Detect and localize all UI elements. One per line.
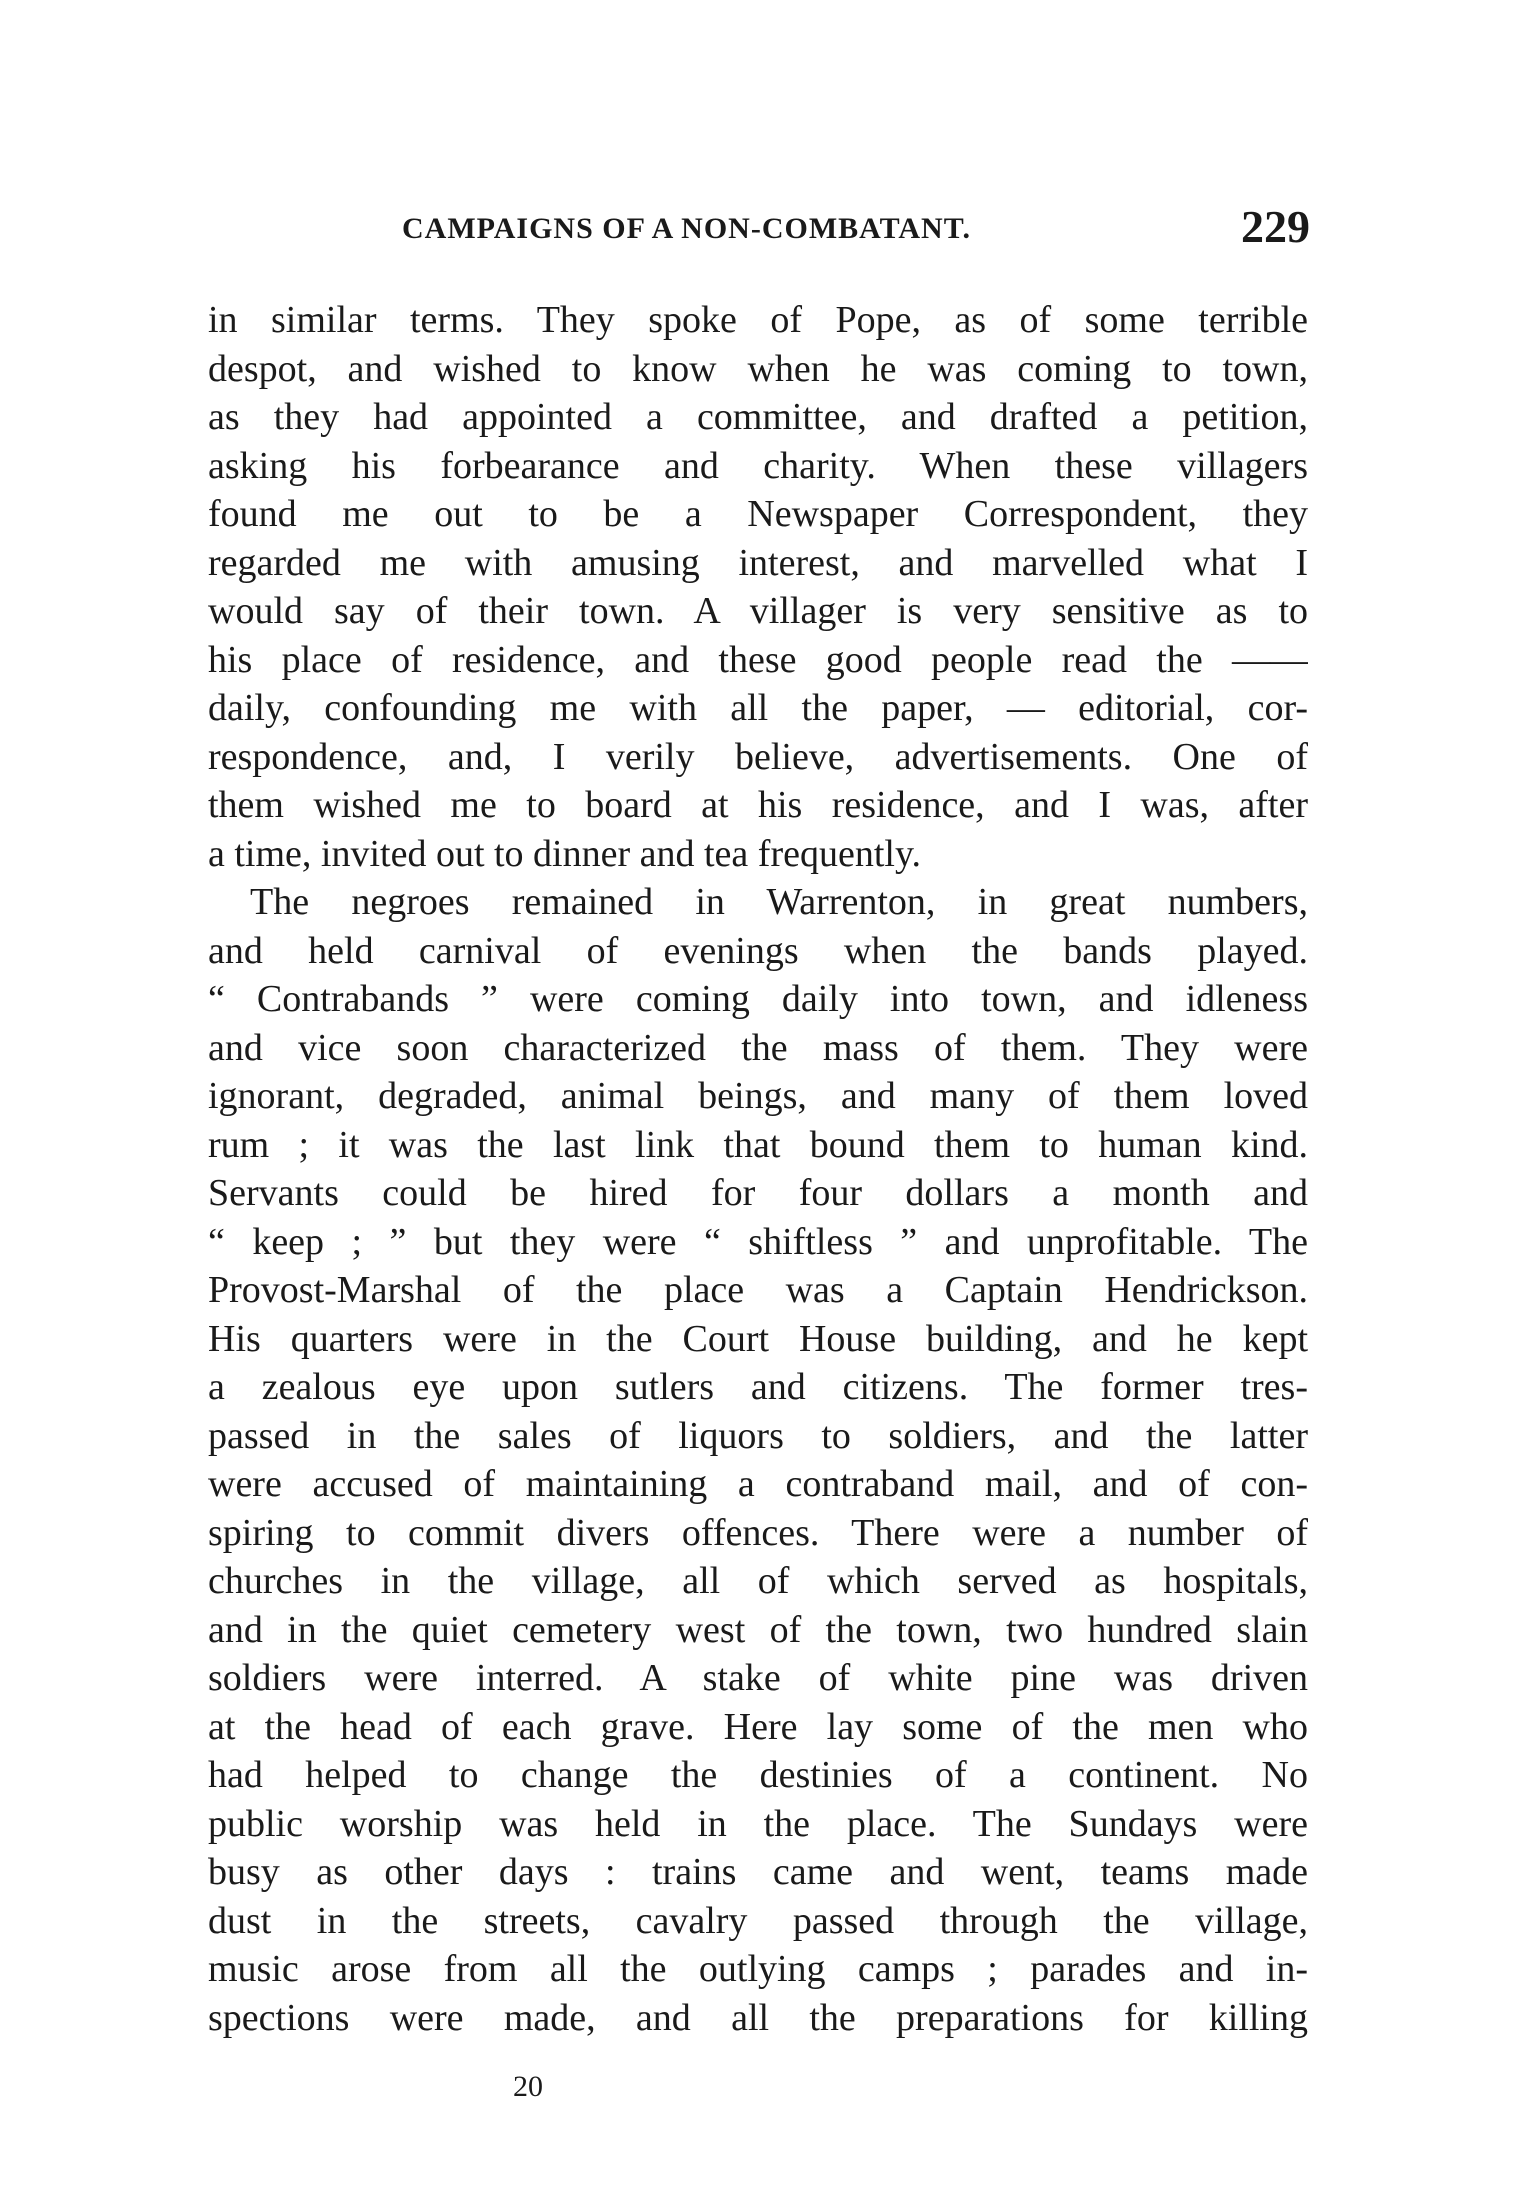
text-line: found me out to be a Newspaper Correspondent, they — [208, 493, 1308, 535]
text-line: his place of residence, and these good people read the —— — [208, 638, 1308, 681]
text-line: respondence, and, I verily believe, advertisements. One of — [208, 735, 1308, 778]
text-line: as they had appointed a committee, and drafted a petition, — [208, 396, 1308, 438]
text-line: had helped to change the destinies of a continent. No — [208, 1754, 1308, 1796]
text-line: His quarters were in the Court House building, and he kept — [208, 1317, 1308, 1360]
text-line: public worship was held in the place. The Sundays were — [208, 1802, 1308, 1845]
running-title: CAMPAIGNS OF A NON-COMBATANT. — [402, 212, 971, 245]
text-line: them wished me to board at his residence, and I was, after — [208, 784, 1308, 826]
body-text — [208, 296, 1308, 2042]
text-line: and in the quiet cemetery west of the town, two hundred slain — [208, 1608, 1308, 1651]
running-head — [212, 200, 1310, 260]
signature-mark: 20 — [513, 2070, 543, 2103]
text-line: were accused of maintaining a contraband mail, and of con- — [208, 1463, 1308, 1505]
text-line: soldiers were interred. A stake of white pine was driven — [208, 1657, 1308, 1699]
text-line: at the head of each grave. Here lay some of the men who — [208, 1705, 1308, 1748]
text-line: Provost-Marshal of the place was a Captain Hendrickson. — [208, 1269, 1308, 1311]
text-line: The negroes remained in Warrenton, in great numbers, — [250, 881, 1308, 923]
text-line: spections were made, and all the preparations for killing — [208, 1996, 1308, 2039]
text-line: rum ; it was the last link that bound them to human kind. — [208, 1123, 1308, 1166]
text-line: passed in the sales of liquors to soldiers, and the latter — [208, 1414, 1308, 1457]
text-line: and held carnival of evenings when the bands played. — [208, 929, 1308, 972]
text-line: busy as other days : trains came and went, teams made — [208, 1851, 1308, 1893]
text-line: music arose from all the outlying camps ; parades and in- — [208, 1948, 1308, 1990]
text-line: regarded me with amusing interest, and marvelled what I — [208, 541, 1308, 584]
text-line: a zealous eye upon sutlers and citizens. The former tres- — [208, 1366, 1308, 1408]
text-line: churches in the village, all of which served as hospitals, — [208, 1560, 1308, 1602]
text-line: spiring to commit divers offences. There were a number of — [208, 1511, 1308, 1554]
page-number: 229 — [1241, 201, 1310, 252]
text-line: asking his forbearance and charity. When these villagers — [208, 444, 1308, 487]
text-line: “ Contrabands ” were coming daily into town, and idleness — [208, 978, 1308, 1020]
text-line: Servants could be hired for four dollars a month and — [208, 1172, 1308, 1214]
text-line: in similar terms. They spoke of Pope, as of some terrible — [208, 299, 1308, 341]
text-line: a time, invited out to dinner and tea frequently. — [208, 832, 921, 875]
text-line: despot, and wished to know when he was coming to town, — [208, 347, 1308, 390]
text-line: dust in the streets, cavalry passed through the village, — [208, 1899, 1308, 1942]
text-line: ignorant, degraded, animal beings, and many of them loved — [208, 1075, 1308, 1117]
text-line: “ keep ; ” but they were “ shiftless ” and unprofitable. The — [208, 1220, 1308, 1263]
text-line: would say of their town. A villager is very sensitive as to — [208, 590, 1308, 632]
text-line: and vice soon characterized the mass of them. They were — [208, 1026, 1308, 1069]
text-line: daily, confounding me with all the paper, — editorial, cor- — [208, 687, 1308, 729]
